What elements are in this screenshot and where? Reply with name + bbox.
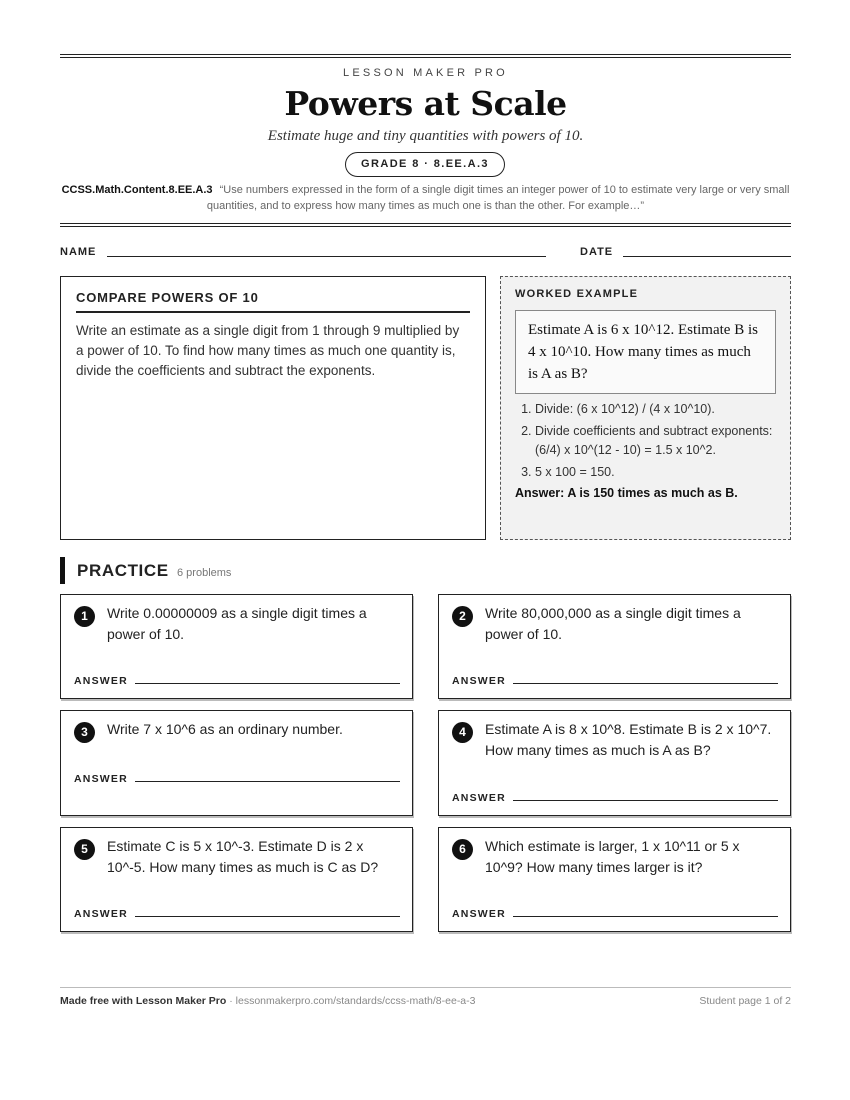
page-title: Powers at Scale <box>284 84 567 123</box>
worked-example-prompt: Estimate A is 6 x 10^12. Estimate B is 4 x 10^10. How many times as much is A as B? <box>515 310 776 394</box>
name-field[interactable] <box>107 256 546 257</box>
footer-page-label: Student page 1 of 2 <box>699 995 791 1007</box>
standard-reference <box>60 182 791 214</box>
problem-text: Write 0.00000009 as a single digit times a power of 10. <box>107 605 367 642</box>
answer-field[interactable] <box>513 683 778 684</box>
problem-number: 5 <box>74 839 95 860</box>
problem-number: 1 <box>74 606 95 627</box>
answer-label: ANSWER <box>74 675 128 687</box>
concept-body: Write an estimate as a single digit from 1 through 9 multiplied by a power of 10. To find how many times as much one quantity is, divide the coefficients and subtract the exponents. <box>76 323 460 378</box>
worked-example-steps <box>515 400 776 482</box>
grade-badge: GRADE 8 · 8.EE.A.3 <box>345 152 505 177</box>
concept-box <box>60 276 486 540</box>
practice-count: 6 problems <box>177 567 232 579</box>
worked-example-answer: Answer: A is 150 times as much as B. <box>515 486 738 500</box>
answer-label: ANSWER <box>452 675 506 687</box>
answer-label: ANSWER <box>452 908 506 920</box>
page-subtitle: Estimate huge and tiny quantities with powers of 10. <box>267 128 584 144</box>
problem-card <box>60 594 413 699</box>
answer-label: ANSWER <box>74 773 128 785</box>
problem-text: Write 80,000,000 as a single digit times a power of 10. <box>485 605 741 642</box>
standard-code: CCSS.Math.Content.8.EE.A.3 <box>61 184 213 196</box>
answer-field[interactable] <box>135 916 400 917</box>
problem-number: 3 <box>74 722 95 743</box>
worked-example-heading: WORKED EXAMPLE <box>515 288 639 300</box>
problem-text: Estimate A is 8 x 10^8. Estimate B is 2 x 10^7. How many times as much is A as B? <box>485 721 772 758</box>
header-bottom-rule <box>60 223 791 227</box>
date-field[interactable] <box>623 256 791 257</box>
student-info-row <box>60 245 791 259</box>
practice-heading: PRACTICE <box>77 561 169 580</box>
problem-number: 2 <box>452 606 473 627</box>
problem-text: Write 7 x 10^6 as an ordinary number. <box>107 721 343 737</box>
concept-heading: COMPARE POWERS OF 10 <box>76 290 470 313</box>
answer-field[interactable] <box>513 800 778 801</box>
worked-example-box <box>500 276 791 540</box>
answer-field[interactable] <box>135 683 400 684</box>
footer-rule <box>60 987 791 988</box>
problem-card <box>438 594 791 699</box>
problem-text: Estimate C is 5 x 10^-3. Estimate D is 2 x 10^-5. How many times as much is C as D? <box>107 838 379 875</box>
name-label: NAME <box>60 246 97 258</box>
problem-number: 6 <box>452 839 473 860</box>
footer-made-with: Made free with Lesson Maker Pro <box>60 995 227 1007</box>
problem-number: 4 <box>452 722 473 743</box>
footer-credit <box>60 995 476 1007</box>
worked-step: 2. Divide coefficients and subtract exponents: (6/4) x 10^(12 - 10) = 1.5 x 10^2. <box>535 422 776 460</box>
problem-card <box>60 710 413 816</box>
answer-label: ANSWER <box>452 792 506 804</box>
worked-step: 1. Divide: (6 x 10^12) / (4 x 10^10). <box>535 400 776 419</box>
worked-step: 3. 5 x 100 = 150. <box>535 463 776 482</box>
header-top-rule <box>60 54 791 58</box>
practice-accent-bar <box>60 557 65 584</box>
brand-name: LESSON MAKER PRO <box>343 67 508 79</box>
problem-text: Which estimate is larger, 1 x 10^11 or 5 x 10^9? How many times larger is it? <box>485 838 740 875</box>
problem-card <box>438 710 791 816</box>
answer-label: ANSWER <box>74 908 128 920</box>
standard-text: “Use numbers expressed in the form of a single digit times an integer power of 10 to estimate very large or very small quantities, and to express how many times as much one is than the other. For example…” <box>206 184 790 212</box>
answer-field[interactable] <box>513 916 778 917</box>
date-label: DATE <box>580 246 614 258</box>
answer-field[interactable] <box>135 781 400 782</box>
footer-url[interactable]: · lessonmakerpro.com/standards/ccss-math/8-ee-a-3 <box>226 995 476 1007</box>
problem-card <box>60 827 413 932</box>
problem-card <box>438 827 791 932</box>
